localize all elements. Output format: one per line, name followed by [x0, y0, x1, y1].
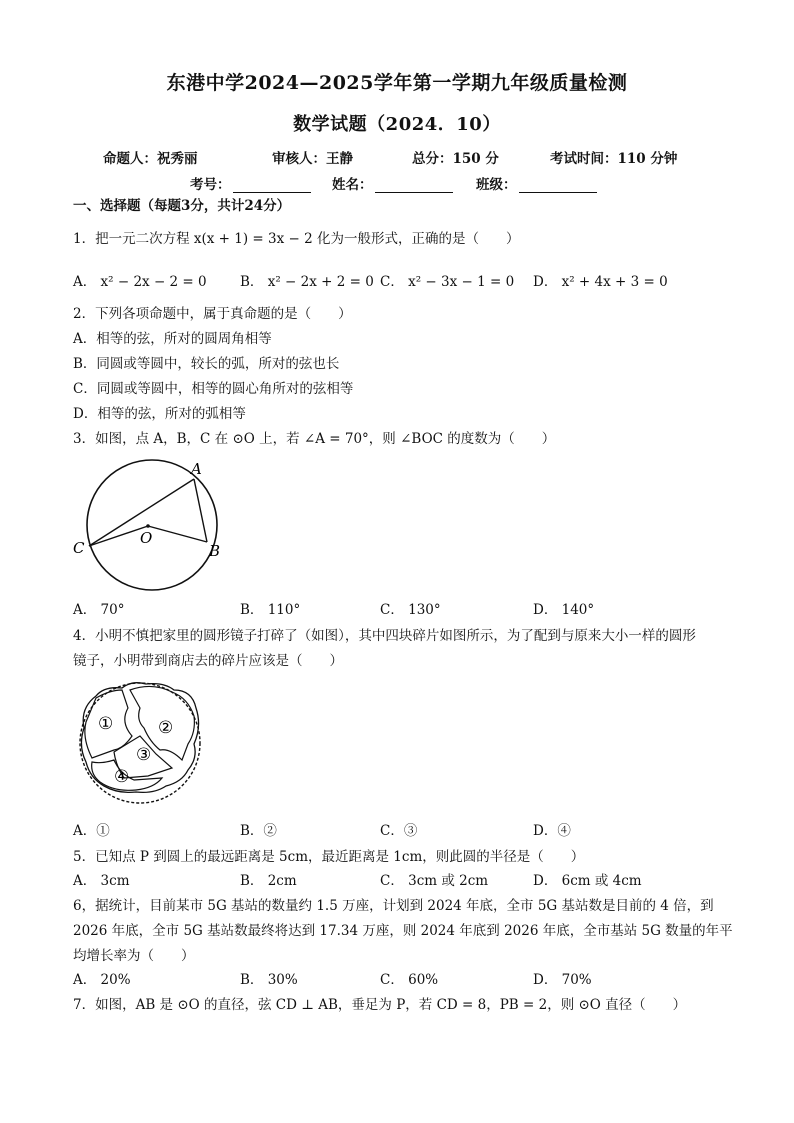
q4-dashed-circle	[80, 683, 200, 803]
q2-option-a[interactable]: A．相等的弦，所对的圆周角相等	[73, 331, 272, 347]
section-heading: 一、选择题（每题3分，共计24分）	[73, 198, 291, 214]
q2-option-c[interactable]: C．同圆或等圆中，相等的圆心角所对的弦相等	[73, 381, 354, 397]
name-field: 姓名：	[332, 173, 453, 193]
q4-label-4: ④	[114, 767, 130, 787]
q4-label-1: ①	[98, 714, 114, 734]
q3-option-c[interactable]: C． 130°	[380, 602, 441, 618]
q6-option-a[interactable]: A． 20%	[73, 972, 131, 988]
q5-stem: 5．已知点 P 到圆上的最远距离是 5cm，最近距离是 1cm，则此圆的半径是（ ）	[73, 849, 585, 865]
q4-option-d[interactable]: D．④	[533, 823, 571, 839]
q3-option-a[interactable]: A． 70°	[73, 602, 125, 618]
exam-no-blank[interactable]	[233, 178, 311, 193]
q2-option-b[interactable]: B．同圆或等圆中，较长的弧，所对的弦也长	[73, 356, 340, 372]
q2-stem: 2．下列各项命题中，属于真命题的是（ ）	[73, 306, 352, 322]
q5-option-b[interactable]: B． 2cm	[240, 873, 297, 889]
exam-subtitle: 数学试题（2024．10）	[293, 114, 501, 135]
q6-stem-line1: 6，据统计，目前某市 5G 基站的数量约 1.5 万座，计划到 2024 年底，全市 5G 基站数是目前的 4 倍，到	[73, 898, 714, 914]
exam-title: 东港中学2024—2025学年第一学期九年级质量检测	[166, 72, 628, 94]
q5-option-c[interactable]: C． 3cm 或 2cm	[380, 873, 489, 889]
q5-option-d[interactable]: D． 6cm 或 4cm	[533, 873, 642, 889]
q3-label-o: O	[140, 529, 153, 547]
proposer: 命题人：祝秀丽	[103, 151, 198, 167]
q6-option-b[interactable]: B． 30%	[240, 972, 298, 988]
q3-circle-figure	[70, 455, 235, 595]
q4-label-3: ③	[136, 745, 152, 765]
q4-option-a[interactable]: A．①	[73, 823, 110, 839]
q3-label-a: A	[191, 460, 202, 478]
q6-stem-line2: 2026 年底，全市 5G 基站数最终将达到 17.34 万座，则 2024 年底到 2026 年底，全市基站 5G 数量的年平	[73, 923, 733, 939]
exam-time: 考试时间：110 分钟	[550, 151, 678, 167]
exam-no-field: 考号：	[190, 173, 311, 193]
q1-option-a[interactable]: A． x² − 2x − 2 = 0	[73, 274, 207, 290]
q6-option-d[interactable]: D． 70%	[533, 972, 592, 988]
q4-mirror-figure	[74, 678, 206, 808]
total-score: 总分：150 分	[412, 151, 499, 167]
q4-label-2: ②	[158, 718, 174, 738]
q5-option-a[interactable]: A． 3cm	[73, 873, 130, 889]
class-field: 班级：	[476, 173, 597, 193]
q2-option-d[interactable]: D．相等的弦，所对的弧相等	[73, 406, 246, 422]
q7-stem: 7．如图，AB 是 ⊙O 的直径，弦 CD ⊥ AB，垂足为 P，若 CD = 8，PB = 2，则 ⊙O 直径（ ）	[73, 997, 687, 1013]
q3-option-b[interactable]: B． 110°	[240, 602, 301, 618]
q6-option-c[interactable]: C． 60%	[380, 972, 439, 988]
q4-option-c[interactable]: C．③	[380, 823, 418, 839]
q4-option-b[interactable]: B．②	[240, 823, 277, 839]
q6-stem-line3: 均增长率为（ ）	[73, 948, 195, 964]
q3-stem: 3．如图，点 A，B，C 在 ⊙O 上，若 ∠A = 70°，则 ∠BOC 的度数为（ ）	[73, 431, 556, 447]
q1-option-b[interactable]: B． x² − 2x + 2 = 0	[240, 274, 374, 290]
reviewer: 审核人：王静	[272, 151, 353, 167]
q3-label-c: C	[73, 539, 85, 557]
name-blank[interactable]	[375, 178, 453, 193]
q4-stem-line1: 4．小明不慎把家里的圆形镜子打碎了（如图），其中四块碎片如图所示，为了配到与原来大小一样的圆形	[73, 628, 696, 644]
q3-label-b: B	[209, 542, 221, 560]
q3-radius-ob	[148, 526, 207, 542]
q1-option-c[interactable]: C． x² − 3x − 1 = 0	[380, 274, 515, 290]
class-blank[interactable]	[519, 178, 597, 193]
q1-option-d[interactable]: D． x² + 4x + 3 = 0	[533, 274, 668, 290]
q3-option-d[interactable]: D． 140°	[533, 602, 595, 618]
q3-center-point	[146, 524, 150, 528]
q1-stem: 1．把一元二次方程 x(x + 1) = 3x − 2 化为一般形式，正确的是（ ）	[73, 231, 520, 247]
q4-stem-line2: 镜子，小明带到商店去的碎片应该是（ ）	[73, 653, 343, 669]
q3-circle	[87, 460, 217, 590]
